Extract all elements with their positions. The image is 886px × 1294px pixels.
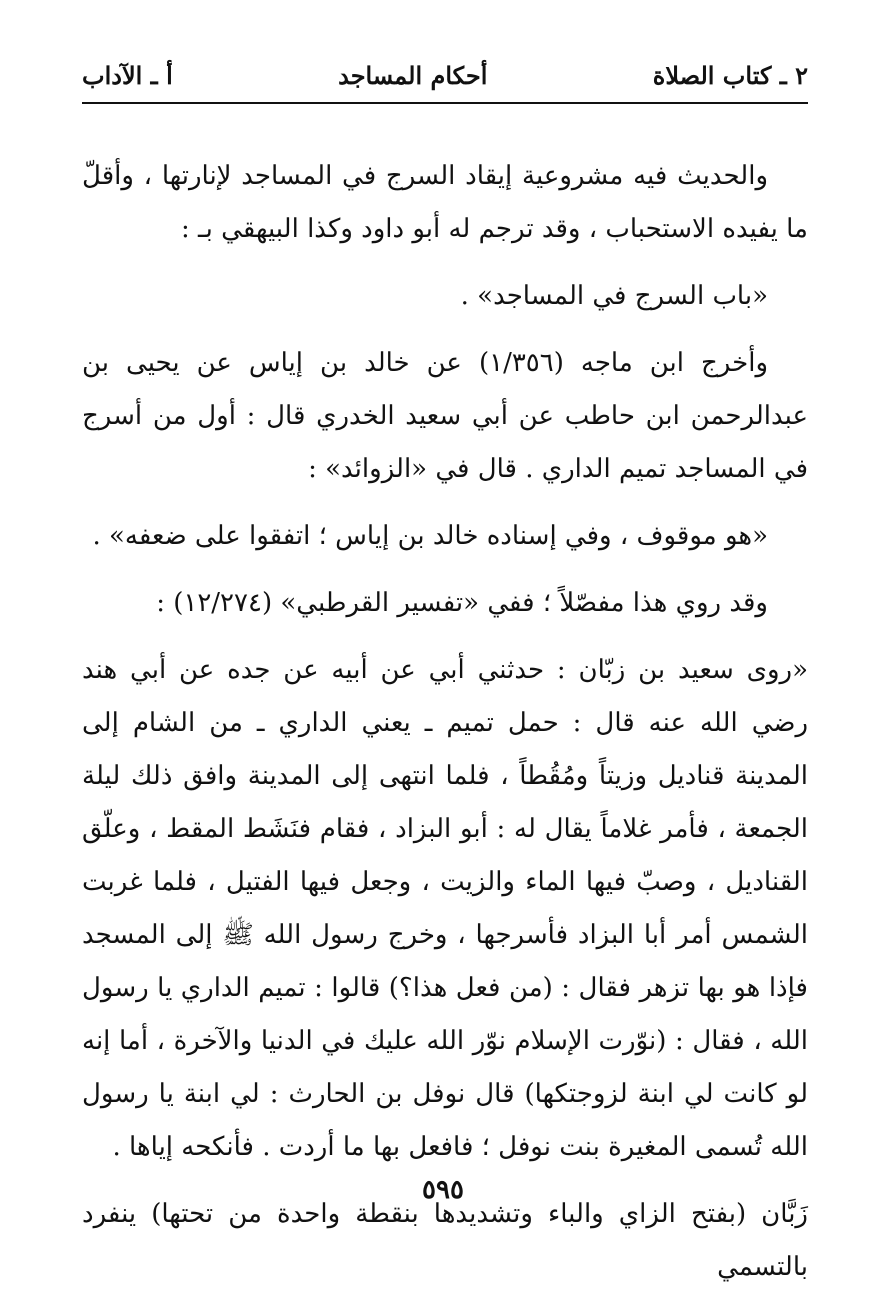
paragraph-7-footnote: زَبَّان (بفتح الزاي والباء وتشديدها بنقطة واحدة من تحتها) ينفرد بالتسمي (82, 1199, 808, 1282)
paragraph-3: وأخرج ابن ماجه (١/٣٥٦) عن خالد بن إياس عن يحيى بن عبدالرحمن ابن حاطب عن أبي سعيد الخدري قال : أول من أسرج في المساجد تميم الداري . قال في «الزوائد» : (82, 348, 808, 484)
page-header (82, 58, 808, 92)
header-section: أحكام المساجد (338, 60, 488, 90)
page-body (82, 150, 808, 1294)
paragraph-2-quote: «باب السرج في المساجد» . (460, 281, 768, 311)
page-number: ٥٩٥ (422, 1175, 464, 1205)
paragraph-6-quote: «روى سعيد بن زبّان : حدثني أبي عن أبيه عن جده عن أبي هند رضي الله عنه قال : حمل تميم ـ يعني الداري ـ من الشام إلى المدينة قناديل وزيتاً ومُقُطاً ، فلما انتهى إلى المدينة وافق ذلك ليلة الجمعة ، فأمر غلاماً يقال له : أبو البزاد ، فقام فنَشَط المقط ، وعلّق القناديل ، وصبّ فيها الماء والزيت ، وجعل فيها الفتيل ، فلما غربت الشمس أمر أبا البزاد فأسرجها ، وخرج رسول الله ﷺ إلى المسجد فإذا هو بها تزهر فقال : (من فعل هذا؟) قالوا : تميم الداري يا رسول الله ، فقال : (نوّرت الإسلام نوّر الله عليك في الدنيا والآخرة ، أما إنه لو كانت لي ابنة لزوجتكها) قال نوفل بن الحارث : لي ابنة يا رسول الله تُسمى المغيرة بنت نوفل ؛ فافعل بها ما أردت . فأنكحه إياها . (82, 655, 808, 1162)
paragraph-4-quote: «هو موقوف ، وفي إسناده خالد بن إياس ؛ اتفقوا على ضعفه» . (92, 521, 768, 551)
paragraph-5: وقد روي هذا مفصّلاً ؛ ففي «تفسير القرطبي» (١٢/٢٧٤) : (156, 588, 768, 618)
header-subsection: أ ـ الآداب (82, 60, 173, 90)
header-divider (82, 102, 808, 104)
paragraph-1: والحديث فيه مشروعية إيقاد السرج في المساجد لإنارتها ، وأقلّ ما يفيده الاستحباب ، وقد ترجم له أبو داود وكذا البيهقي بـ : (82, 161, 808, 244)
header-chapter: ٢ ـ كتاب الصلاة (652, 60, 808, 90)
